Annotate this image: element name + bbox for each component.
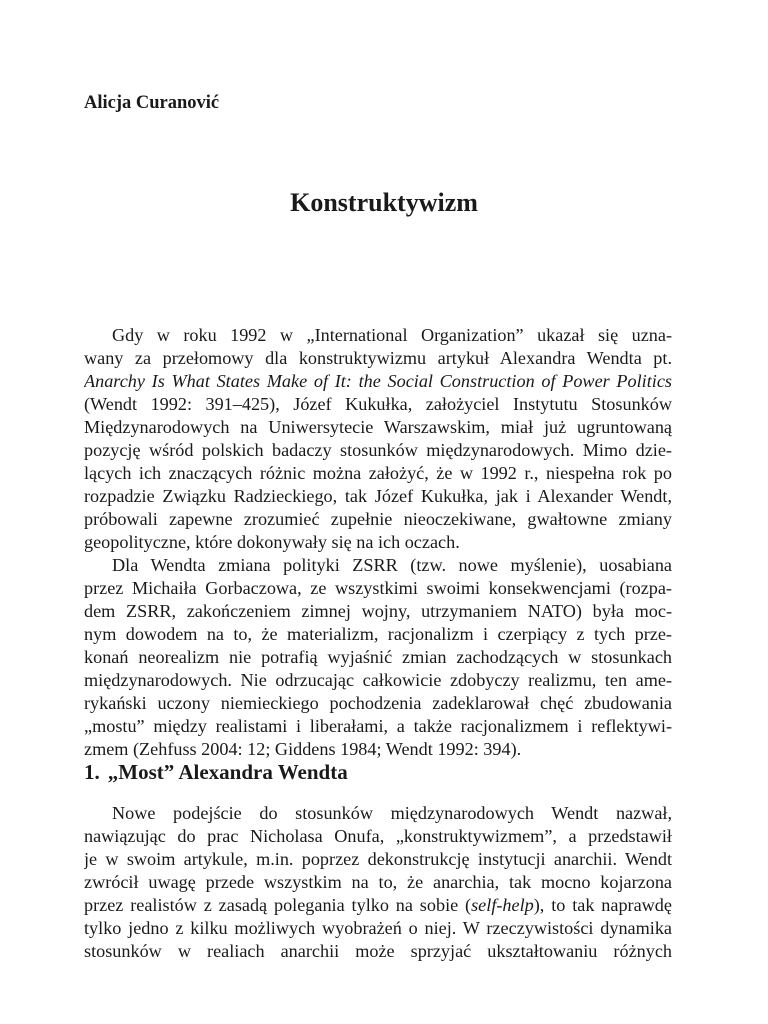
text-line bbox=[84, 871, 672, 893]
text-segment: rozpadzie Związku Radzieckiego, tak Józef Kukułka, jak i Alexander Wendt, bbox=[84, 486, 672, 506]
text-line bbox=[84, 462, 672, 484]
text-segment: nym dowodem na to, że materializm, racjonalizm i czerpiący z tych prze- bbox=[84, 624, 672, 644]
text-line bbox=[84, 508, 672, 530]
text-line bbox=[112, 554, 672, 576]
italic-text: self-help bbox=[471, 895, 534, 915]
text-line bbox=[84, 623, 672, 645]
text-segment: próbowali zapewne zrozumieć zupełnie nieoczekiwane, gwałtowne zmiany bbox=[84, 509, 672, 529]
text-segment: wany za przełomowy dla konstruktywizmu artykuł Alexandra Wendta pt. bbox=[84, 348, 672, 368]
text-line bbox=[84, 715, 672, 737]
text-segment: przez realistów z zasadą polegania tylko na sobie ( bbox=[84, 895, 472, 915]
text-line bbox=[84, 600, 672, 622]
text-line bbox=[84, 531, 672, 553]
text-segment: nawiązując do prac Nicholasa Onufa, „konstruktywizmem”, a przedstawił bbox=[84, 826, 672, 846]
text-line bbox=[112, 324, 672, 346]
italic-text: Anarchy Is What States Make of It: the Social Construction of Power Politics bbox=[84, 371, 672, 391]
text-segment: Gdy w roku 1992 w „International Organization” ukazał się uzna- bbox=[112, 325, 672, 345]
text-segment: tylko jedno z kilku możliwych wyobrażeń o niej. W rzeczywistości dynamika bbox=[84, 918, 672, 938]
section-number: 1. bbox=[84, 760, 100, 784]
text-segment: przez Michaiła Gorbaczowa, ze wszystkimi swoimi konsekwencjami (rozpa- bbox=[84, 578, 672, 598]
text-line bbox=[84, 370, 672, 392]
text-line bbox=[84, 848, 672, 870]
text-segment: dem ZSRR, zakończeniem zimnej wojny, utrzymaniem NATO) była moc- bbox=[84, 601, 672, 621]
text-segment: ), to tak naprawdę bbox=[533, 895, 672, 915]
text-line bbox=[84, 347, 672, 369]
section-heading bbox=[84, 758, 348, 786]
text-line bbox=[84, 393, 672, 415]
text-segment: konań neorealizm nie potrafią wyjaśnić zmian zachodzących w stosunkach bbox=[84, 647, 672, 667]
text-line bbox=[84, 917, 672, 939]
text-line bbox=[84, 485, 672, 507]
text-segment: pozycję wśród polskich badaczy stosunków międzynarodowych. Mimo dzie- bbox=[84, 440, 672, 460]
text-line bbox=[84, 669, 672, 691]
text-line bbox=[84, 646, 672, 668]
chapter-title: Konstruktywizm bbox=[290, 188, 478, 217]
text-line bbox=[84, 692, 672, 714]
text-line bbox=[84, 894, 672, 916]
text-segment: „mostu” między realistami i liberałami, a także racjonalizmem i reflektywi- bbox=[84, 716, 672, 736]
text-segment: je w swoim artykule, m.in. poprzez dekonstrukcję instytucji anarchii. Wendt bbox=[84, 849, 672, 869]
text-line bbox=[84, 439, 672, 461]
text-segment: stosunków w realiach anarchii może sprzyjać ukształtowaniu różnych bbox=[84, 941, 672, 961]
text-line bbox=[84, 738, 672, 760]
text-line bbox=[84, 577, 672, 599]
text-segment: Międzynarodowych na Uniwersytecie Warszawskim, miał już ugruntowaną bbox=[84, 417, 672, 437]
section-title: „Most” Alexandra Wendta bbox=[107, 760, 348, 784]
text-line bbox=[84, 940, 672, 962]
text-segment: geopolityczne, które dokonywały się na ich oczach. bbox=[84, 532, 460, 552]
text-line bbox=[84, 416, 672, 438]
text-segment: Dla Wendta zmiana polityki ZSRR (tzw. nowe myślenie), uosabiana bbox=[112, 555, 672, 575]
text-segment: (Wendt 1992: 391–425), Józef Kukułka, założyciel Instytutu Stosunków bbox=[84, 394, 672, 414]
text-segment: rykański uczony niemieckiego pochodzenia zadeklarował chęć zbudowania bbox=[84, 693, 672, 713]
text-segment: lących ich znaczących różnic można założyć, że w 1992 r., niespełna rok po bbox=[84, 463, 672, 483]
text-line bbox=[84, 825, 672, 847]
text-segment: zmem (Zehfuss 2004: 12; Giddens 1984; Wendt 1992: 394). bbox=[84, 739, 522, 759]
author-name: Alicja Curanović bbox=[84, 93, 220, 113]
text-line bbox=[112, 802, 672, 824]
text-segment: zwrócił uwagę przede wszystkim na to, że anarchia, tak mocno kojarzona bbox=[84, 872, 672, 892]
text-segment: międzynarodowych. Nie odrzucając całkowicie zdobyczy realizmu, ten ame- bbox=[84, 670, 672, 690]
text-segment: Nowe podejście do stosunków międzynarodowych Wendt nazwał, bbox=[112, 803, 672, 823]
